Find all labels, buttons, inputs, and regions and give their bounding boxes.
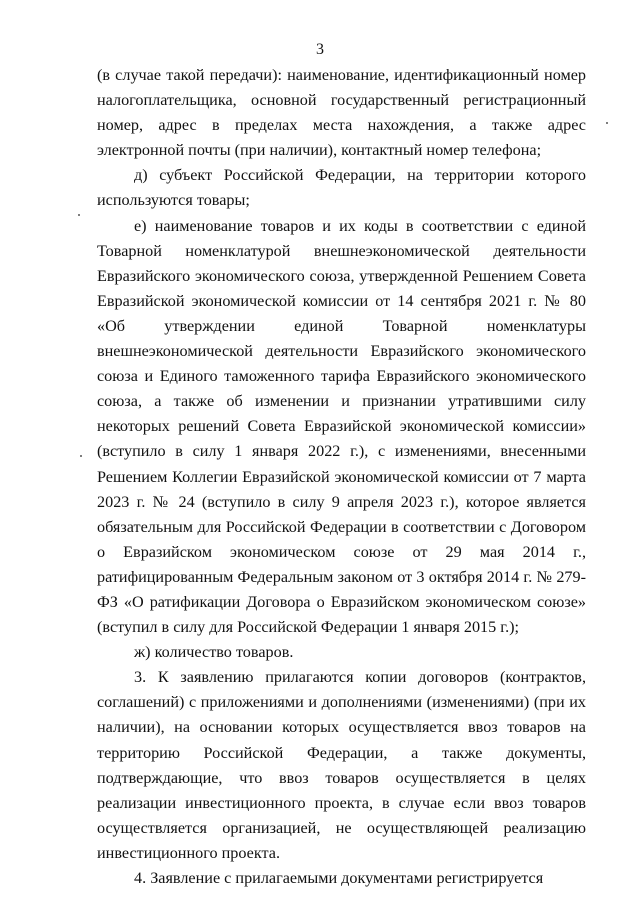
scan-speck [78,214,80,216]
paragraph-point-4: 4. Заявление с прилагаемыми документами регистрируется [134,869,544,887]
paragraph-item-d: д) субъект Российской Федерации, на территории которого используются товары; [97,166,586,210]
paragraph-point-3: 3. К заявлению прилагаются копии договоров (контрактов, соглашений) с приложениями и дополнениями (изменениями) (при их наличии), на основании которых осуществляется ввоз товаров на территорию Российской Федерации, а также документы, подтверждающие, что ввоз товаров осуществляется в целях реализации инвестиционного проекта, в случае если ввоз товаров осуществляется организацией, не осуществляющей реализацию инвестиционного проекта. [97,668,586,862]
scan-speck [80,455,82,457]
scan-speck [606,122,608,124]
paragraph-continuation: (в случае такой передачи): наименование, идентификационный номер налогоплательщика, основной государственный регистрационный номер, адрес в пределах места нахождения, а также адрес электронной почты (при наличии), контактный номер телефона; [97,66,586,160]
document-body [97,63,586,891]
paragraph-item-e: е) наименование товаров и их коды в соответствии с единой Товарной номенклатурой внешнеэкономической деятельности Евразийского экономического союза, утвержденной Решением Совета Евразийской экономической комиссии от 14 сентября 2021 г. № 80 «Об утверждении единой Товарной номенклатуры внешнеэкономической деятельности Евразийского экономического союза и Единого таможенного тарифа Евразийского экономического союза, а также об изменении и признании утратившими силу некоторых решений Совета Евразийской экономической комиссии» (вступило в силу 1 января 2022 г.), с изменениями, внесенными Решением Коллегии Евразийской экономической комиссии от 7 марта 2023 г. № 24 (вступило в силу 9 апреля 2023 г.), которое является обязательным для Российской Федерации в соответствии с Договором о Евразийском экономическом союзе от 29 мая 2014 г., ратифицированным Федеральным законом от 3 октября 2014 г. № 279-ФЗ «О ратификации Договора о Евразийском экономическом союзе» (вступил в силу для Российской Федерации 1 января 2015 г.); [97,216,586,637]
paragraph-item-zh: ж) количество товаров. [134,643,294,662]
page-number: 3 [316,41,324,58]
